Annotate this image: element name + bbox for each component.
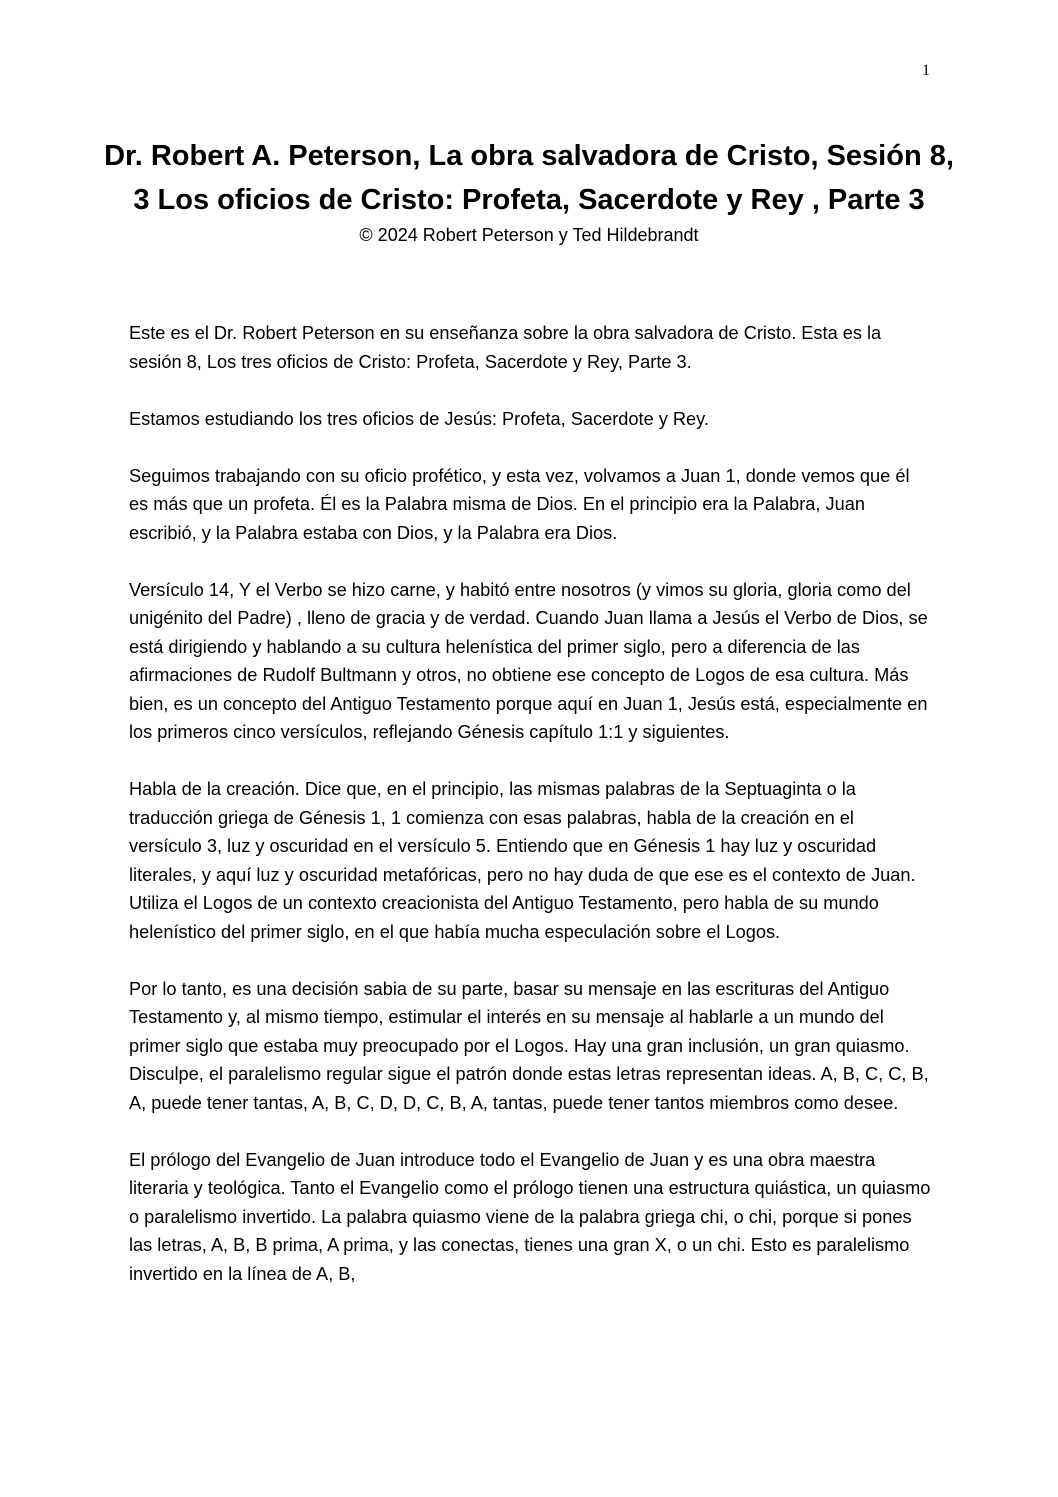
page-number: 1	[922, 62, 930, 79]
paragraph: Por lo tanto, es una decisión sabia de su parte, basar su mensaje en las escrituras del Antiguo Testamento y, al mismo tiempo, estimular el interés en su mensaje al hablarle a un mundo del primer siglo que estaba muy preocupado por el Logos. Hay una gran inclusión, un gran quiasmo. Disculpe, el paralelismo regular sigue el patrón donde estas letras representan ideas. A, B, C, C, B, A, puede tener tantas, A, B, C, D, D, C, B, A, tantas, puede tener tantos miembros como desee.	[129, 978, 929, 1113]
paragraph: Seguimos trabajando con su oficio profético, y esta vez, volvamos a Juan 1, donde vemos que él es más que un profeta. Él es la Palabra misma de Dios. En el principio era la Palabra, Juan escribió, y la Palabra estaba con Dios, y la Palabra era Dios.	[129, 465, 910, 543]
document-title: Dr. Robert A. Peterson, La obra salvadora de Cristo, Sesión 8, 3 Los oficios de Cristo: Profeta, Sacerdote y Rey , Parte 3	[104, 140, 954, 216]
title-block	[100, 134, 958, 248]
paragraph: El prólogo del Evangelio de Juan introduce todo el Evangelio de Juan y es una obra maestra literaria y teológica. Tanto el Evangelio como el prólogo tienen una estructura quiástica, un quiasmo o paralelismo invertido. La palabra quiasmo viene de la palabra griega chi, o chi, porque si pones las letras, A, B, B prima, A prima, y las conectas, tienes una gran X, o un chi. Esto es paralelismo invertido en la línea de A, B,	[129, 1149, 931, 1284]
paragraph: Habla de la creación. Dice que, en el principio, las mismas palabras de la Septuaginta o la traducción griega de Génesis 1, 1 comienza con esas palabras, habla de la creación en el versículo 3, luz y oscuridad en el versículo 5. Entiendo que en Génesis 1 hay luz y oscuridad literales, y aquí luz y oscuridad metafóricas, pero no hay duda de que ese es el contexto de Juan. Utiliza el Logos de un contexto creacionista del Antiguo Testamento, pero habla de su mundo helenístico del primer siglo, en el que había mucha especulación sobre el Logos.	[129, 779, 916, 942]
paragraph: Versículo 14, Y el Verbo se hizo carne, y habitó entre nosotros (y vimos su gloria, gloria como del unigénito del Padre) , lleno de gracia y de verdad. Cuando Juan llama a Jesús el Verbo de Dios, se está dirigiendo y hablando a su cultura helenística del primer siglo, pero a diferencia de las afirmaciones de Rudolf Bultmann y otros, no obtiene ese concepto de Logos de esa cultura. Más bien, es un concepto del Antiguo Testamento porque aquí en Juan 1, Jesús está, especialmente en los primeros cinco versículos, reflejando Génesis capítulo 1:1 y siguientes.	[129, 579, 928, 742]
copyright-line: © 2024 Robert Peterson y Ted Hildebrandt	[359, 225, 699, 245]
document-body	[129, 319, 931, 1317]
paragraph: Estamos estudiando los tres oficios de Jesús: Profeta, Sacerdote y Rey.	[129, 408, 709, 429]
paragraph: Este es el Dr. Robert Peterson en su enseñanza sobre la obra salvadora de Cristo. Esta es la sesión 8, Los tres oficios de Cristo: Profeta, Sacerdote y Rey, Parte 3.	[129, 323, 882, 372]
